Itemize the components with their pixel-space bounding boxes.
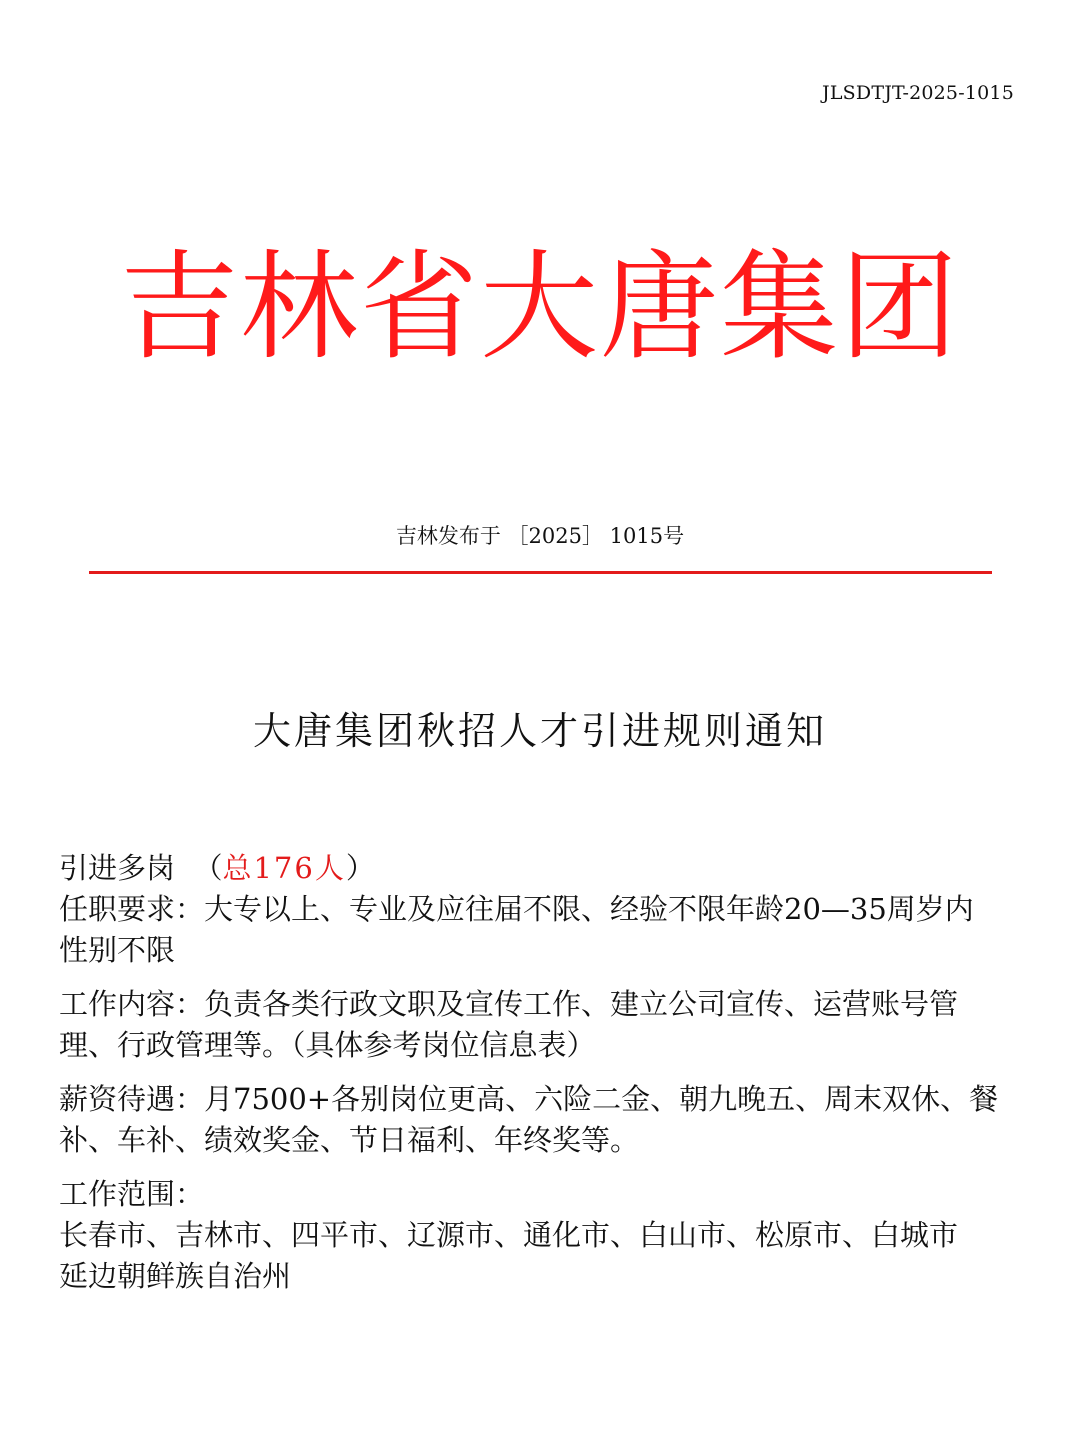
- positions-line: [59, 848, 1029, 889]
- requirements-line-1: 任职要求：大专以上、专业及应往届不限、经验不限年龄20—35周岁内: [59, 892, 974, 926]
- red-divider-line: [89, 571, 992, 574]
- issue-number-line: 吉林发布于 ［2025］ 1015号: [395, 524, 685, 548]
- notice-title: 大唐集团秋招人才引进规则通知: [252, 709, 827, 753]
- scope-label: 工作范围：: [59, 1177, 205, 1211]
- paragraph-gap: [59, 1161, 1029, 1174]
- positions-close-paren: ）: [345, 851, 375, 885]
- duties-line-1: 工作内容：负责各类行政文职及宣传工作、建立公司宣传、运营账号管: [59, 987, 959, 1021]
- requirements-line-2: 性别不限: [59, 933, 176, 967]
- positions-open-paren: （: [193, 851, 223, 885]
- scope-line-2: 延边朝鲜族自治州: [59, 1259, 292, 1293]
- document-code: JLSDTJT-2025-1015: [822, 82, 1014, 104]
- positions-total-highlight: 总176人: [222, 851, 346, 885]
- salary-line-2: 补、车补、绩效奖金、节日福利、年终奖等。: [59, 1123, 640, 1157]
- salary-line-1: 薪资待遇：月7500+各别岗位更高、六险二金、朝九晚五、周末双休、餐: [59, 1082, 999, 1116]
- duties-line-2: 理、行政管理等。（具体参考岗位信息表）: [59, 1028, 596, 1062]
- paragraph-gap: [59, 971, 1029, 984]
- positions-label: 引进多岗: [59, 851, 176, 885]
- scope-line-1: 长春市、吉林市、四平市、辽源市、通化市、白山市、松原市、白城市: [59, 1218, 959, 1252]
- paragraph-gap: [59, 1066, 1029, 1079]
- notice-body: [59, 848, 1029, 1297]
- red-header-title: 吉林省大唐集团: [119, 238, 960, 376]
